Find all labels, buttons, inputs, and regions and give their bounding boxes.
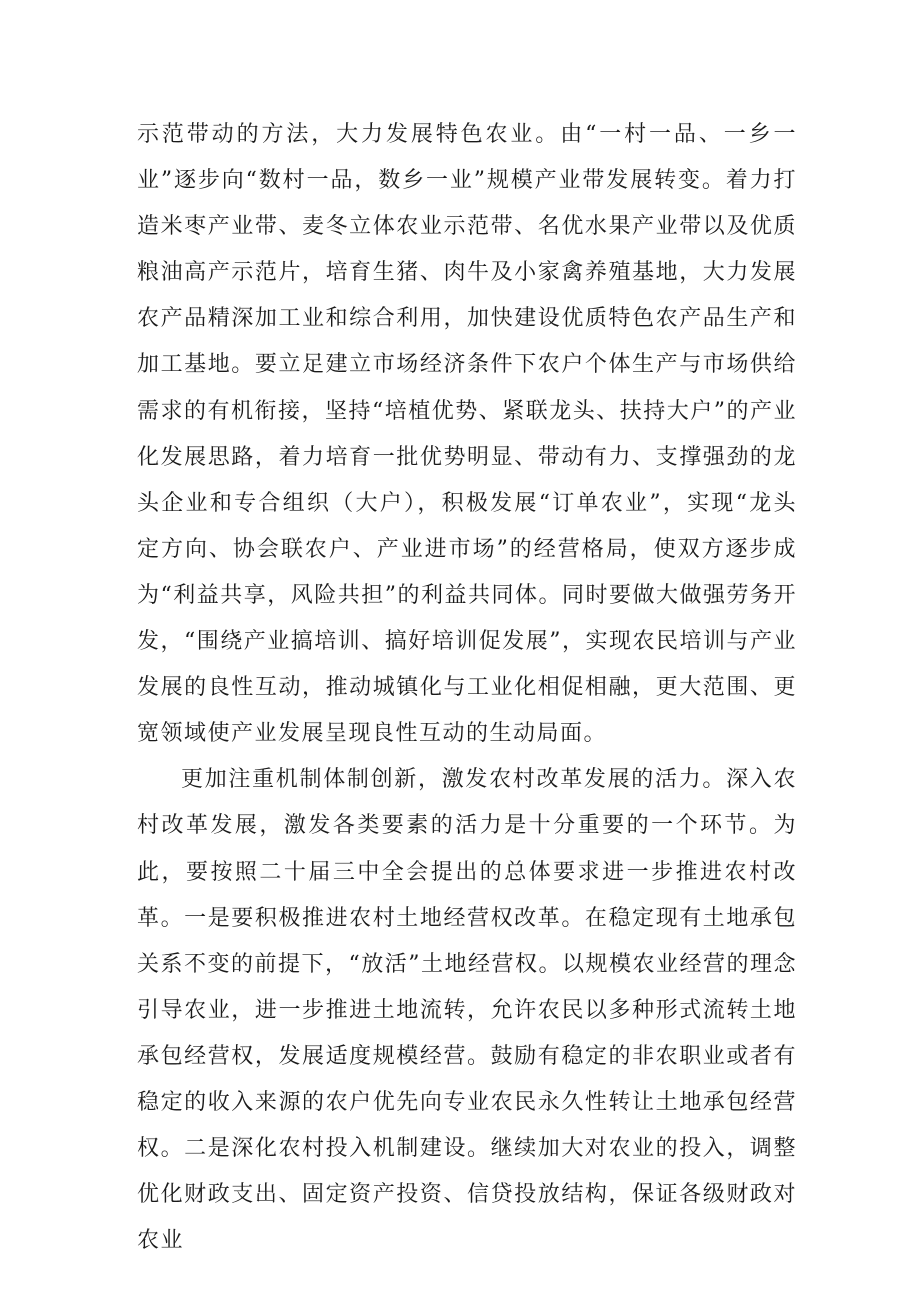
paragraph-1: 示范带动的方法，大力发展特色农业。由“一村一品、一乡一业”逐步向“数村一品，数乡一业”规模产业带发展转变。着力打造米枣产业带、麦冬立体农业示范带、名优水果产业带以及优质粮油高产示范片，培育生猪、肉牛及小家禽养殖基地，大力发展农产品精深加工业和综合利用，加快建设优质特色农产品生产和加工基地。要立足建立市场经济条件下农户个体生产与市场供给需求的有机衔接，坚持“培植优势、紧联龙头、扶持大户”的产业化发展思路，着力培育一批优势明显、带动有力、支撑强劲的龙头企业和专合组织（大户），积极发展“订单农业”，实现“龙头定方向、协会联农户、产业进市场”的经营格局，使双方逐步成为“利益共享，风险共担”的利益共同体。同时要做大做强劳务开发，“围绕产业搞培训、搞好培训促发展”，实现农民培训与产业发展的良性互动，推动城镇化与工业化相促相融，更大范围、更宽领域使产业发展呈现良性互动的生动局面。 <box>137 122 797 747</box>
paragraph-2: 更加注重机制体制创新，激发农村改革发展的活力。深入农村改革发展，激发各类要素的活力是十分重要的一个环节。为此，要按照二十届三中全会提出的总体要求进一步推进农村改革。一是要积极推进农村土地经营权改革。在稳定现有土地承包关系不变的前提下，“放活”土地经营权。以规模农业经营的理念引导农业，进一步推进土地流转，允许农民以多种形式流转土地承包经营权，发展适度规模经营。鼓励有稳定的非农职业或者有稳定的收入来源的农户优先向专业农民永久性转让土地承包经营权。二是深化农村投入机制建设。继续加大对农业的投入，调整优化财政支出、固定资产投资、信贷投放结构，保证各级财政对农业 <box>137 767 797 1254</box>
body-text <box>137 112 797 1264</box>
